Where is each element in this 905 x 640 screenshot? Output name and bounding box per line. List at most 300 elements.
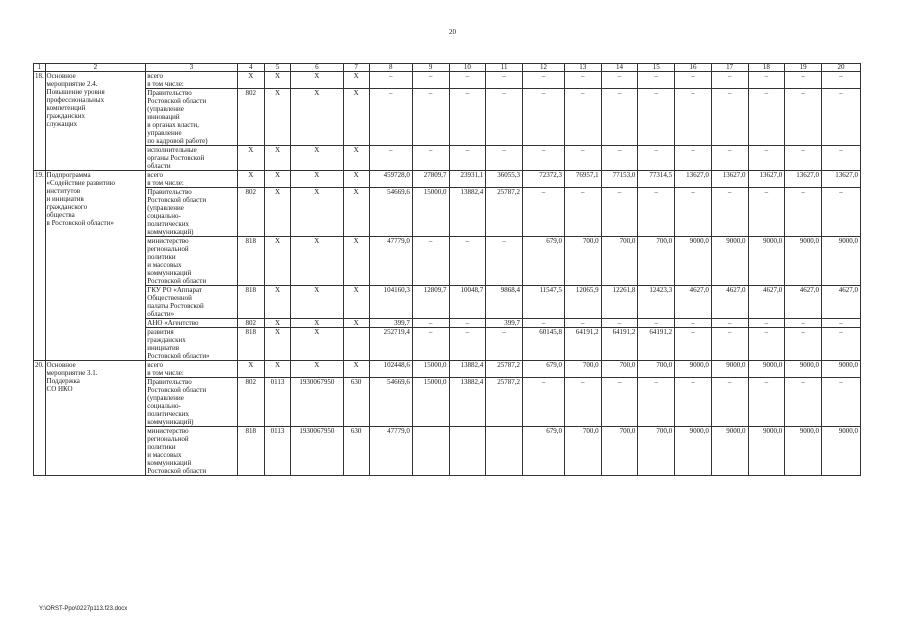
value-cell: 23931,1 (449, 171, 486, 188)
value-cell: – (369, 89, 412, 146)
value-cell: 13882,4 (449, 188, 486, 237)
value-cell: – (522, 146, 564, 171)
value-cell: – (564, 188, 601, 237)
code-cell: X (237, 361, 264, 378)
value-cell: – (601, 378, 638, 427)
value-cell: 60145,8 (522, 328, 564, 361)
code-cell: 818 (237, 286, 264, 319)
value-cell: 27809,7 (412, 171, 449, 188)
code-cell: 1930067950 (291, 427, 343, 476)
table-row (34, 319, 861, 328)
executor-line: Ростовской области (147, 386, 207, 394)
value-cell: 399,7 (369, 319, 412, 328)
value-cell: – (449, 72, 486, 89)
code-cell: X (343, 237, 369, 286)
code-cell: X (291, 319, 343, 328)
executor-line: коммуникаций) (147, 418, 194, 426)
code-cell: X (291, 286, 343, 319)
code-cell: 630 (343, 378, 369, 427)
value-cell: 4627,0 (821, 286, 860, 319)
column-header: 19 (785, 64, 822, 72)
measure-name (45, 361, 146, 476)
code-cell: 802 (237, 188, 264, 237)
value-cell: – (821, 328, 860, 361)
value-cell: 47779,0 (369, 237, 412, 286)
row-number: 20. (34, 361, 46, 476)
code-cell: X (264, 319, 290, 328)
value-cell: – (412, 146, 449, 171)
value-cell: 9000,0 (711, 237, 748, 286)
executor-cell (146, 286, 237, 319)
value-cell: – (638, 146, 675, 171)
executor-line: палаты Ростовской (147, 302, 204, 310)
value-cell: 13882,4 (449, 361, 486, 378)
value-cell: – (821, 146, 860, 171)
column-header: 1 (34, 64, 46, 72)
value-cell: 399,7 (486, 319, 523, 328)
executor-line: в органах власти, (147, 121, 199, 129)
value-cell: – (601, 89, 638, 146)
value-cell: 9000,0 (675, 237, 712, 286)
value-cell: – (821, 188, 860, 237)
executor-line: политических (147, 220, 190, 228)
code-cell: 1930067950 (291, 378, 343, 427)
code-cell: X (343, 286, 369, 319)
code-cell: X (291, 361, 343, 378)
value-cell: 700,0 (564, 361, 601, 378)
value-cell: – (449, 146, 486, 171)
executor-cell (146, 72, 237, 89)
table-row (34, 237, 861, 286)
code-cell: X (237, 72, 264, 89)
value-cell: 9000,0 (785, 427, 822, 476)
code-cell: X (264, 171, 290, 188)
executor-line: и массовых (147, 451, 182, 459)
code-cell: X (291, 237, 343, 286)
value-cell: 700,0 (601, 237, 638, 286)
value-cell: – (638, 188, 675, 237)
table-row (34, 286, 861, 319)
footer-file-path: Y:\ORST-Ppo\0227p113.f23.docx (39, 606, 128, 612)
value-cell: – (449, 89, 486, 146)
value-cell: 54669,6 (369, 378, 412, 427)
value-cell: 25787,2 (486, 188, 523, 237)
measure-name-line: служащих (46, 120, 78, 128)
executor-line: исполнительные (147, 146, 197, 154)
code-cell: X (264, 72, 290, 89)
value-cell: – (785, 188, 822, 237)
header-row (34, 64, 861, 72)
executor-line: коммуникаций (147, 269, 192, 277)
column-header: 4 (237, 64, 264, 72)
value-cell: – (675, 72, 712, 89)
value-cell: 10048,7 (449, 286, 486, 319)
executor-line: министерство (147, 237, 189, 245)
executor-cell (146, 188, 237, 237)
measure-name-line: «Содействие развитию (46, 179, 115, 187)
value-cell: 4627,0 (675, 286, 712, 319)
value-cell: 15000,0 (412, 361, 449, 378)
value-cell: – (785, 328, 822, 361)
code-cell: X (343, 89, 369, 146)
executor-line: (управление (147, 394, 184, 402)
executor-line: в том числе: (147, 179, 184, 187)
table-row (34, 146, 861, 171)
code-cell: X (264, 146, 290, 171)
value-cell: – (412, 237, 449, 286)
value-cell (449, 427, 486, 476)
value-cell: – (369, 72, 412, 89)
value-cell: 9000,0 (821, 237, 860, 286)
measure-name-line: компетенций (46, 104, 86, 112)
value-cell: – (785, 89, 822, 146)
value-cell: – (638, 89, 675, 146)
code-cell: X (343, 361, 369, 378)
value-cell: 9000,0 (821, 427, 860, 476)
executor-line: в том числе: (147, 369, 184, 377)
code-cell: 802 (237, 319, 264, 328)
value-cell: – (711, 378, 748, 427)
value-cell: 36055,3 (486, 171, 523, 188)
executor-line: органы Ростовской (147, 154, 205, 162)
value-cell: 13627,0 (675, 171, 712, 188)
code-cell: 0113 (264, 427, 290, 476)
value-cell: 700,0 (638, 361, 675, 378)
measure-name-line: Основное (46, 361, 76, 369)
value-cell: 700,0 (638, 237, 675, 286)
value-cell: – (748, 328, 785, 361)
code-cell: X (291, 146, 343, 171)
column-header: 8 (369, 64, 412, 72)
measure-name-line: Поддержка (46, 377, 80, 385)
value-cell: 13627,0 (821, 171, 860, 188)
value-cell: – (369, 146, 412, 171)
value-cell: – (638, 72, 675, 89)
value-cell: 12065,9 (564, 286, 601, 319)
value-cell: 9000,0 (675, 427, 712, 476)
value-cell: 4627,0 (748, 286, 785, 319)
executor-line: АНО «Агентство (147, 319, 199, 327)
value-cell: 15000,0 (412, 188, 449, 237)
value-cell: – (748, 319, 785, 328)
column-header: 13 (564, 64, 601, 72)
value-cell: 25787,2 (486, 378, 523, 427)
value-cell: 459728,0 (369, 171, 412, 188)
value-cell: 679,0 (522, 361, 564, 378)
value-cell: – (412, 89, 449, 146)
value-cell: – (785, 378, 822, 427)
code-cell: X (343, 188, 369, 237)
value-cell: 64191,2 (601, 328, 638, 361)
code-cell: X (291, 188, 343, 237)
value-cell: – (785, 146, 822, 171)
executor-line: Правительство (147, 89, 192, 97)
executor-line: региональной (147, 435, 189, 443)
executor-line: коммуникаций (147, 459, 192, 467)
table-row (34, 171, 861, 188)
measure-name-line: Основное (46, 72, 76, 80)
code-cell: X (264, 361, 290, 378)
column-header: 16 (675, 64, 712, 72)
value-cell: 679,0 (522, 427, 564, 476)
value-cell: – (638, 378, 675, 427)
executor-line: политики (147, 253, 176, 261)
value-cell: 64191,2 (638, 328, 675, 361)
value-cell: – (564, 72, 601, 89)
code-cell: X (264, 237, 290, 286)
executor-line: Правительство (147, 188, 192, 196)
value-cell: – (486, 89, 523, 146)
executor-line: политических (147, 410, 190, 418)
value-cell: – (486, 72, 523, 89)
code-cell (343, 328, 369, 361)
executor-cell (146, 146, 237, 171)
measure-name-line: мероприятие 2.4. (46, 80, 98, 88)
table-row (34, 89, 861, 146)
value-cell: – (564, 378, 601, 427)
value-cell: 64191,2 (564, 328, 601, 361)
code-cell: 818 (237, 328, 264, 361)
column-header: 9 (412, 64, 449, 72)
code-cell: X (264, 286, 290, 319)
measure-name-line: общества (46, 211, 75, 219)
value-cell: 4627,0 (785, 286, 822, 319)
column-header: 15 (638, 64, 675, 72)
value-cell: 13627,0 (748, 171, 785, 188)
value-cell: – (675, 146, 712, 171)
executor-cell (146, 237, 237, 286)
value-cell: – (486, 146, 523, 171)
row-number: 19. (34, 171, 46, 361)
value-cell: – (785, 72, 822, 89)
value-cell: 11547,5 (522, 286, 564, 319)
value-cell: – (748, 378, 785, 427)
value-cell: 9000,0 (785, 237, 822, 286)
value-cell: – (601, 146, 638, 171)
executor-cell (146, 427, 237, 476)
executor-line: (управление (147, 105, 184, 113)
measure-name-line: в Ростовской области» (46, 219, 114, 227)
measure-name (45, 171, 146, 361)
table-row (34, 378, 861, 427)
executor-line: области (147, 162, 171, 170)
table-row (34, 427, 861, 476)
value-cell: – (675, 328, 712, 361)
code-cell: X (343, 171, 369, 188)
measure-name-line: гражданского (46, 203, 88, 211)
value-cell: – (711, 146, 748, 171)
code-cell: X (264, 89, 290, 146)
value-cell: 13882,4 (449, 378, 486, 427)
value-cell: – (486, 328, 523, 361)
value-cell: – (785, 319, 822, 328)
executor-line: по кадровой работе) (147, 137, 208, 145)
executor-line: инициатив (147, 344, 180, 352)
column-header: 6 (291, 64, 343, 72)
code-cell: 802 (237, 378, 264, 427)
value-cell: – (821, 89, 860, 146)
code-cell: X (343, 146, 369, 171)
executor-line: региональной (147, 245, 189, 253)
row-number: 18. (34, 72, 46, 171)
column-header: 3 (146, 64, 237, 72)
value-cell: 13627,0 (711, 171, 748, 188)
value-cell: 12423,3 (638, 286, 675, 319)
executor-cell (146, 328, 237, 361)
table-row (34, 361, 861, 378)
value-cell: – (821, 72, 860, 89)
value-cell: – (675, 319, 712, 328)
executor-line: всего (147, 361, 164, 369)
measure-name-line: гражданских (46, 112, 86, 120)
value-cell: 102448,6 (369, 361, 412, 378)
value-cell: – (412, 319, 449, 328)
value-cell (412, 427, 449, 476)
value-cell: – (522, 188, 564, 237)
value-cell: – (412, 72, 449, 89)
value-cell: 9000,0 (711, 361, 748, 378)
value-cell: 700,0 (601, 427, 638, 476)
value-cell: 47779,0 (369, 427, 412, 476)
column-header: 2 (45, 64, 146, 72)
column-header: 14 (601, 64, 638, 72)
value-cell: – (601, 319, 638, 328)
value-cell: – (711, 328, 748, 361)
executor-line: Ростовской области (147, 97, 207, 105)
value-cell: – (748, 72, 785, 89)
executor-line: социально- (147, 402, 181, 410)
executor-cell (146, 378, 237, 427)
executor-line: всего (147, 171, 164, 179)
executor-line: Ростовской области (147, 467, 207, 475)
value-cell: 9000,0 (821, 361, 860, 378)
table-row (34, 188, 861, 237)
value-cell: – (675, 378, 712, 427)
code-cell: 802 (237, 89, 264, 146)
value-cell: 252719,4 (369, 328, 412, 361)
value-cell: 77153,0 (601, 171, 638, 188)
table-row (34, 328, 861, 361)
value-cell: 9000,0 (748, 427, 785, 476)
value-cell: 25787,2 (486, 361, 523, 378)
executor-cell (146, 361, 237, 378)
executor-line: управление (147, 129, 182, 137)
value-cell (486, 427, 523, 476)
code-cell: X (291, 171, 343, 188)
code-cell: 0113 (264, 378, 290, 427)
value-cell: – (564, 319, 601, 328)
measure-name-line: и инициатив (46, 195, 84, 203)
value-cell: 679,0 (522, 237, 564, 286)
measure-name-line: СО НКО (46, 385, 73, 393)
measure-name-line: институтов (46, 187, 81, 195)
code-cell: 818 (237, 427, 264, 476)
code-cell: 630 (343, 427, 369, 476)
value-cell: – (821, 319, 860, 328)
executor-line: Ростовской области» (147, 352, 210, 360)
value-cell: 700,0 (601, 361, 638, 378)
value-cell: – (522, 89, 564, 146)
executor-line: гражданских (147, 336, 186, 344)
page-number: 20 (449, 28, 456, 36)
executor-cell (146, 89, 237, 146)
value-cell: – (675, 89, 712, 146)
measure-name-line: Подпрограмма (46, 171, 91, 179)
executor-line: в том числе: (147, 80, 184, 88)
value-cell: – (601, 72, 638, 89)
value-cell: – (522, 319, 564, 328)
value-cell: 9000,0 (675, 361, 712, 378)
measure-name-line: Повышение уровня (46, 88, 105, 96)
executor-cell (146, 171, 237, 188)
executor-line: Ростовской области (147, 277, 207, 285)
code-cell: X (264, 328, 290, 361)
value-cell: 12261,8 (601, 286, 638, 319)
value-cell: 13627,0 (785, 171, 822, 188)
value-cell: 700,0 (638, 427, 675, 476)
value-cell: 9000,0 (785, 361, 822, 378)
code-cell: X (264, 188, 290, 237)
executor-line: социально- (147, 212, 181, 220)
executor-line: области» (147, 310, 175, 318)
executor-line: ГКУ РО «Аппарат (147, 286, 202, 294)
value-cell: 4627,0 (711, 286, 748, 319)
value-cell: – (711, 319, 748, 328)
value-cell: – (638, 319, 675, 328)
executor-line: Правительство (147, 378, 192, 386)
value-cell: – (675, 188, 712, 237)
code-cell: X (343, 72, 369, 89)
value-cell: – (748, 89, 785, 146)
value-cell: 12809,7 (412, 286, 449, 319)
value-cell: – (711, 72, 748, 89)
executor-line: политики (147, 443, 176, 451)
value-cell: – (564, 146, 601, 171)
executor-line: инноваций (147, 113, 180, 121)
code-cell: X (291, 72, 343, 89)
value-cell: 9000,0 (748, 237, 785, 286)
value-cell: – (412, 328, 449, 361)
value-cell: 104160,3 (369, 286, 412, 319)
value-cell: – (522, 72, 564, 89)
value-cell: – (821, 378, 860, 427)
executor-line: Общественной (147, 294, 192, 302)
executor-cell (146, 319, 237, 328)
value-cell: 700,0 (564, 427, 601, 476)
value-cell: – (748, 188, 785, 237)
executor-line: (управление (147, 204, 184, 212)
value-cell: – (486, 237, 523, 286)
budget-table (33, 63, 861, 476)
value-cell: 77314,5 (638, 171, 675, 188)
executor-line: коммуникаций) (147, 228, 194, 236)
column-header: 11 (486, 64, 523, 72)
executor-line: Ростовской области (147, 196, 207, 204)
code-cell: 818 (237, 237, 264, 286)
value-cell: – (601, 188, 638, 237)
code-cell: X (291, 89, 343, 146)
measure-name (45, 72, 146, 171)
executor-line: и массовых (147, 261, 182, 269)
column-header: 7 (343, 64, 369, 72)
column-header: 20 (821, 64, 860, 72)
column-header: 17 (711, 64, 748, 72)
column-header: 18 (748, 64, 785, 72)
value-cell: – (522, 378, 564, 427)
value-cell: – (711, 188, 748, 237)
value-cell: – (449, 328, 486, 361)
value-cell: – (449, 237, 486, 286)
